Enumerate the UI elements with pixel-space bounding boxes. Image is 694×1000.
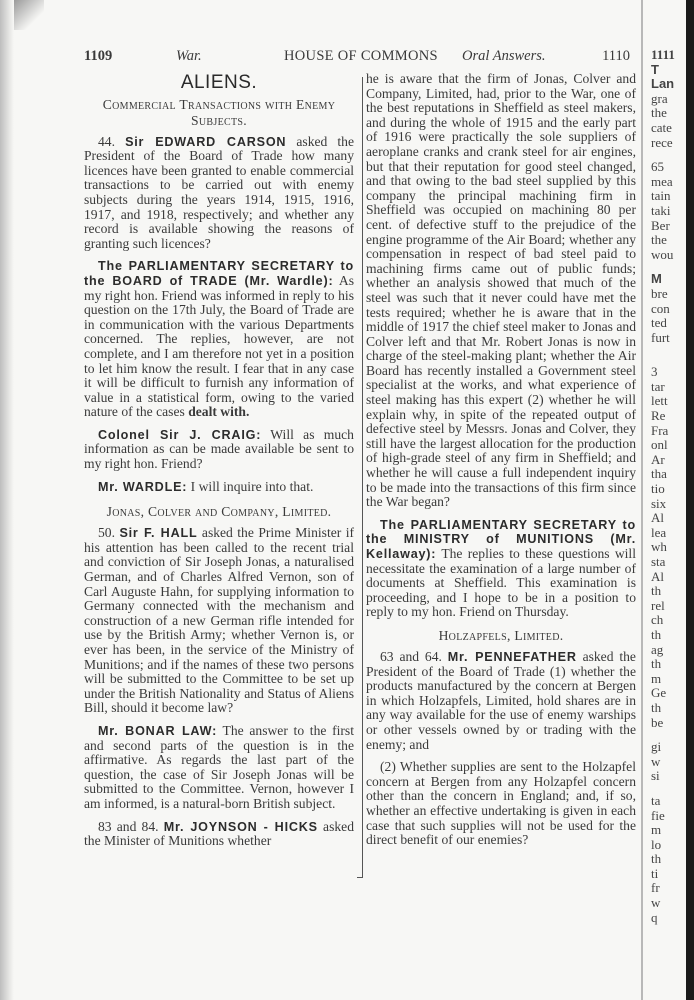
next-page-line: wh <box>651 539 667 555</box>
next-page-line: fr <box>651 880 660 896</box>
next-page-line: Ber <box>651 217 670 233</box>
next-page-line: lea <box>651 524 667 540</box>
question-83-84-continued: he is aware that the firm of Jonas, Colver and Company, Limited, had, prior to the War, one of the best reputations in Sheffield as steel makers, and during the whole of 1915 and the early part of 1916 were practically the sole suppliers of aeroplane cranks and crank steel for air engines, but that their reputation for good steel changed, and that owing to the bad steel supplied by this company the principal machining firm in Sheffield was occupied on machining 80 per cent. of defective stuff to the prejudice of the engine programme of the Air Board; whether any compensation in respect of bad steel paid to machining firms came out of public funds; whether an analysis showed that much of the steel was such that it never could have met the tests required; whether he is aware that in the middle of 1917 the chief steel maker to Jonas and Colver left and that Mr. Robert Jonas is now in charge of the steel-making plant; whether the Air Board has recently installed a Government steel specialist at the works, and what experience of steel making has this expert (2) whether he will explain why, in spite of the repeated output of defective steel by Messrs. Jonas and Colver, they still have the largest allocation for the production of high-grade steel of any firm in Sheffield; and whether he will cause a full independent inquiry to be made into the transactions of this firm since the War began? <box>366 71 636 510</box>
scan-corner-shadow <box>14 0 44 30</box>
next-page-line: ch <box>651 612 664 628</box>
next-page-line: con <box>651 300 670 316</box>
next-page-line: tar <box>651 378 665 394</box>
next-page-line: w <box>651 895 661 911</box>
next-page-line: gi <box>651 739 662 755</box>
next-page-line: th <box>651 699 662 715</box>
speaker-name: The PARLIAMENTARY SECRETARY to the BOARD of TRADE (Mr. Wardle): <box>84 259 354 288</box>
answer-text: The replies to these questions will necessitate the examination of a large number of documents at Sheffield. This examination is proceeding, and I hope to be in a position to reply to my hon. Friend on Thursday. <box>366 546 636 620</box>
question-number: 63 and 64. <box>380 648 442 664</box>
next-page-line: rece <box>651 134 673 150</box>
running-head <box>84 48 630 68</box>
column-rule-foot <box>357 877 363 878</box>
next-page-number: 1111 <box>651 48 675 62</box>
question-63-64-part-2: (2) Whether supplies are sent to the Holzapfel concern at Bergen from any Holzapfel concern other than the concern in England; and, if so, whether an effective undertaking is given in each case that such supplies will not be used for the direct benefit of our enemies? <box>366 759 636 848</box>
next-page-line: lett <box>651 393 668 409</box>
speaker-name: The PARLIAMENTARY SECRETARY to the MINISTRY of MUNITIONS (Mr. Kellaway): <box>366 517 636 561</box>
speaker-name: Mr. JOYNSON - HICKS <box>163 819 318 834</box>
next-page-line: 3 <box>651 364 658 380</box>
question-text: asked the President of the Board of Trade (1) whether the products manufactured by the concern at Bergen in which Holzapfels, Limited, hold shares are in any way available for the use of enemy warships or other vessels owned by or trading with the enemy; and <box>366 648 636 752</box>
speaker-name: Mr. BONAR LAW: <box>98 723 218 738</box>
next-page-line: taki <box>651 202 671 218</box>
speaker-name: Sir EDWARD CARSON <box>125 134 287 149</box>
next-page-line: ted <box>651 315 667 331</box>
next-page-line: Ar <box>651 451 665 467</box>
next-page-line: th <box>651 656 662 672</box>
next-page-line: cate <box>651 119 672 135</box>
next-page-line: Al <box>651 510 664 526</box>
speaker-name: Mr. WARDLE: <box>98 479 188 494</box>
question-50 <box>84 526 354 716</box>
next-page-line: be <box>651 714 664 730</box>
question-text: asked the Minister of Munitions whether <box>84 818 354 849</box>
next-page-line: the <box>651 105 667 121</box>
question-63-64 <box>366 650 636 752</box>
next-page-line: th <box>651 626 662 642</box>
left-column <box>84 72 354 857</box>
next-page-fragment <box>651 48 685 925</box>
section-heading-aliens: ALIENS. <box>180 72 258 93</box>
column-rule <box>362 77 363 877</box>
next-page-line: 65 <box>651 159 664 175</box>
next-page-line: Re <box>651 408 666 424</box>
next-page-line: T <box>651 61 659 77</box>
next-page-line: si <box>651 768 660 784</box>
next-page-line: th <box>651 851 662 867</box>
answer-board-of-trade <box>84 259 354 420</box>
next-page-text-fragments <box>651 63 685 926</box>
page-gutter-divider <box>641 0 643 1000</box>
sub-heading-holzapfels: Holzapfels, Limited. <box>438 627 564 643</box>
right-column <box>366 72 636 856</box>
answer-text-tail: dealt with. <box>188 404 250 420</box>
question-text: asked the President of the Board of Trade how many licences have been granted to enable commercial transactions to be carried out with enemy subjects during the years 1914, 1915, 1916, 1917, and 1918, respectively; and whether any record is available showing the reasons of granting such licences? <box>84 133 354 251</box>
next-page-line <box>651 345 685 355</box>
next-page-line: Fra <box>651 422 669 438</box>
left-running-title: War. <box>176 48 202 64</box>
next-page-line: tio <box>651 481 665 497</box>
next-page-line: ag <box>651 641 664 657</box>
next-page-line: sta <box>651 554 666 569</box>
next-page-line: Ge <box>651 685 667 701</box>
scan-left-edge <box>0 0 14 1000</box>
next-page-line: ta <box>651 792 661 808</box>
sub-heading-jonas-colver: Jonas, Colver and Company, Limited. <box>106 504 332 520</box>
right-page-number: 1110 <box>602 48 630 64</box>
next-page-line: wou <box>651 246 674 262</box>
answer-text: The answer to the first and second parts of the question is in the affirmative. As regards the last part of the question, the case of Sir Joseph Jonas will be submitted to the Committee. Vernon, however I am informed, is a natural-born British subject. <box>84 722 355 811</box>
speech-text: I will inquire into that. <box>190 478 314 494</box>
next-page-line: q <box>651 909 658 925</box>
next-page-line: furt <box>651 329 670 345</box>
next-page-line: tain <box>651 188 671 204</box>
next-page-line: the <box>651 232 667 248</box>
answer-bonar-law <box>84 724 354 812</box>
next-page-line: th <box>651 583 662 599</box>
next-page-line: fie <box>651 807 665 823</box>
next-page-line: M <box>651 271 662 287</box>
question-number: 50. <box>98 525 115 541</box>
next-page-line: six <box>651 495 667 511</box>
center-running-title: HOUSE OF COMMONS <box>284 48 438 64</box>
next-page-line: rel <box>651 597 665 613</box>
answer-ministry-of-munitions <box>366 518 636 620</box>
next-page-line: Al <box>651 568 664 584</box>
next-page-line: onl <box>651 437 668 453</box>
sub-heading-commercial-transactions: Commercial Transactions with Enemy Subjects. <box>102 96 336 128</box>
question-number: 83 and 84. <box>98 818 159 834</box>
left-page-number: 1109 <box>84 48 113 64</box>
reply-wardle <box>84 480 354 495</box>
question-text: asked the Prime Minister if his attention has been called to the recent trial and conviction of Sir Joseph Jonas, a naturalised German, and of Charles Alfred Vernon, son of Carl Auguste Hahn, for supplying information to Germany connected with the mechanism and construction of a new German rifle intended for use by the British Army; whether Vernon is, or ever has been, in the service of the Ministry of Munitions; and if the names of these two persons will be submitted to the Committee to be set up under the British Nationality and Status of Aliens Bill, should it become law? <box>84 525 355 716</box>
next-page-line: m <box>651 822 662 838</box>
speech-text: Will as much information as can be made available be sent to my right hon. Friend? <box>84 426 354 472</box>
speaker-name: Colonel Sir J. CRAIG: <box>98 427 262 442</box>
speaker-name: Sir F. HALL <box>119 526 198 541</box>
next-page-line: lo <box>651 836 662 852</box>
next-page-line: mea <box>651 173 673 189</box>
next-page-line: m <box>651 670 662 686</box>
right-running-title: Oral Answers. <box>462 48 546 64</box>
question-44 <box>84 135 354 252</box>
next-page-line: bre <box>651 285 668 301</box>
supplementary-craig <box>84 428 354 472</box>
scan-right-edge <box>686 0 694 1000</box>
speaker-name: Mr. PENNEFATHER <box>447 649 577 664</box>
next-page-line: ti <box>651 865 659 881</box>
next-page-line: Lan <box>651 76 675 92</box>
question-83-84 <box>84 820 354 849</box>
next-page-line: gra <box>651 90 668 106</box>
next-page-line: tha <box>651 466 667 482</box>
question-number: 44. <box>98 133 115 149</box>
answer-text: As my right hon. Friend was informed in reply to his question on the 17th July, the Board of Trade are in communication with the various Departments concerned. The replies, however, are not complete, and I am therefore not yet in a position to let him know the result. I fear that in any case it will be difficult to furnish any information of value in a statistical form, owing to the varied nature of the cases <box>84 272 354 420</box>
next-page-line: w <box>651 753 661 769</box>
